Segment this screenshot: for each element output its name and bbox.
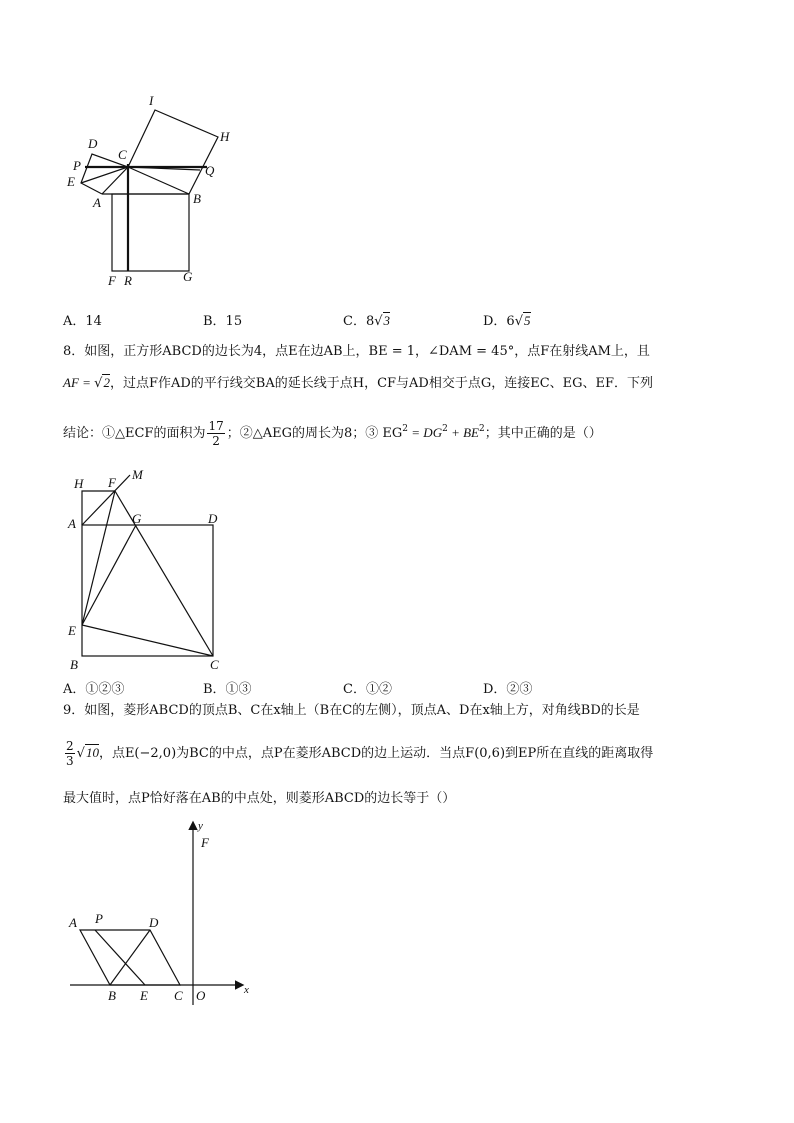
q8-line-2 <box>63 374 653 393</box>
label-h: H <box>74 476 84 491</box>
label-i: I <box>149 93 154 108</box>
sqrt-icon: √ <box>76 746 85 761</box>
label-y: y <box>198 820 203 832</box>
label-o: O <box>196 988 206 1003</box>
label-f: F <box>201 835 209 850</box>
q8-line-2-rest: ，过点F作AD的平行线交BA的延长线于点H，CF与AD相交于点G，连接EC、EG、EF．下列 <box>109 376 654 391</box>
label-r: R <box>124 273 132 288</box>
q8-option-d[interactable] <box>483 678 532 697</box>
label-a: A <box>93 195 101 210</box>
q8-fraction-num: 17 <box>208 419 224 433</box>
q8-option-c-text: C．①② <box>343 682 392 697</box>
label-p: P <box>73 158 81 173</box>
diagonal-bd <box>110 930 150 985</box>
q9-line-1: 9．如图，菱形ABCD的顶点B、C在x轴上（B在C的左侧），顶点A、D在x轴上方，对角线BD的长是 <box>63 703 640 718</box>
q7-option-a[interactable] <box>63 310 102 329</box>
label-g: G <box>183 269 193 284</box>
segment-eg <box>82 525 136 625</box>
q7-option-b-text: B．15 <box>203 314 243 329</box>
q9-fraction-num: 2 <box>66 739 74 753</box>
square-cbhi <box>128 110 218 194</box>
label-d: D <box>149 915 159 930</box>
segment-cb <box>128 167 189 194</box>
q9-root: 10 <box>85 745 99 760</box>
label-b: B <box>108 988 116 1003</box>
q7-option-d-text: D．6 <box>483 314 515 329</box>
label-d: D <box>208 511 218 526</box>
q7-option-a-text: A．14 <box>63 314 102 329</box>
q8-question-tail: ；其中正确的是（） <box>484 426 602 441</box>
label-a: A <box>69 915 77 930</box>
q8-option-b[interactable] <box>203 678 252 697</box>
label-q: Q <box>205 163 215 178</box>
label-g: G <box>132 511 142 526</box>
label-b: B <box>193 191 201 206</box>
q8-line-3 <box>63 418 602 449</box>
q8-option-c[interactable] <box>343 678 392 697</box>
q9-line-3: 最大值时，点P恰好落在AB的中点处，则菱形ABCD的边长等于（） <box>63 791 456 806</box>
q9-line-2-rest: ，点E(−2,0)为BC的中点，点P在菱形ABCD的边上运动．当点F(0,6)到EP所在直线的距离取得 <box>98 746 654 761</box>
q8-sup-3: 2 <box>478 424 485 434</box>
segment-ec <box>82 625 213 656</box>
q7-option-d[interactable] <box>483 310 531 329</box>
q7-option-c-text: C．8 <box>343 314 375 329</box>
q8-conclusion-3b: + BE <box>447 425 479 440</box>
q7-option-c-root: 3 <box>383 313 391 328</box>
q8-option-b-text: B．①③ <box>203 682 252 697</box>
label-c: C <box>174 988 183 1003</box>
segment-fc <box>115 491 213 656</box>
ray-am <box>82 475 130 525</box>
label-a: A <box>68 516 76 531</box>
sqrt-icon: √ <box>514 314 523 329</box>
q8-fraction <box>207 419 224 448</box>
q8-sup-2: 2 <box>442 424 448 434</box>
label-f: F <box>108 273 116 288</box>
q8-conclusion-2: ；②△AEG的周长为8；③ EG <box>226 426 403 441</box>
q9-fraction <box>65 739 75 768</box>
q8-conclusion-3a: = DG <box>408 425 443 440</box>
label-c: C <box>118 147 127 162</box>
label-b: B <box>70 657 78 672</box>
segment-ef <box>82 491 115 625</box>
q8-sup-1: 2 <box>402 424 409 434</box>
q7-option-d-root: 5 <box>524 313 531 328</box>
square-abgf <box>112 194 189 271</box>
q8-af-root: 2 <box>103 375 110 390</box>
label-x: x <box>244 984 249 996</box>
label-f: F <box>108 475 116 490</box>
question-8-figure <box>60 465 230 675</box>
q8-option-a[interactable] <box>63 678 124 697</box>
label-p: P <box>95 911 103 926</box>
label-h: H <box>220 129 230 144</box>
label-e: E <box>67 174 75 189</box>
q8-conclusion-1: 结论：①△ECF的面积为 <box>63 426 206 441</box>
q8-option-a-text: A．①②③ <box>63 682 125 697</box>
label-e: E <box>140 988 148 1003</box>
q7-option-c[interactable] <box>343 310 390 329</box>
label-d: D <box>88 136 98 151</box>
question-7-figure <box>55 90 255 290</box>
sqrt-icon: √ <box>94 376 103 391</box>
q8-fraction-den: 2 <box>212 434 220 448</box>
segment-pe <box>95 930 145 985</box>
question-9-figure <box>60 815 260 1010</box>
q8-af-text: AF = <box>63 375 95 390</box>
q8-option-d-text: D．②③ <box>483 682 533 697</box>
sqrt-icon: √ <box>374 314 383 329</box>
label-c: C <box>210 657 219 672</box>
label-m: M <box>132 467 143 482</box>
q8-line-1: 8．如图，正方形ABCD的边长为4，点E在边AB上，BE = 1，∠DAM = 45°，点F在射线AM上，且 <box>63 344 650 359</box>
q9-fraction-den: 3 <box>66 754 74 768</box>
q9-line-2 <box>63 738 653 769</box>
label-e: E <box>68 623 76 638</box>
q7-option-b[interactable] <box>203 310 242 329</box>
